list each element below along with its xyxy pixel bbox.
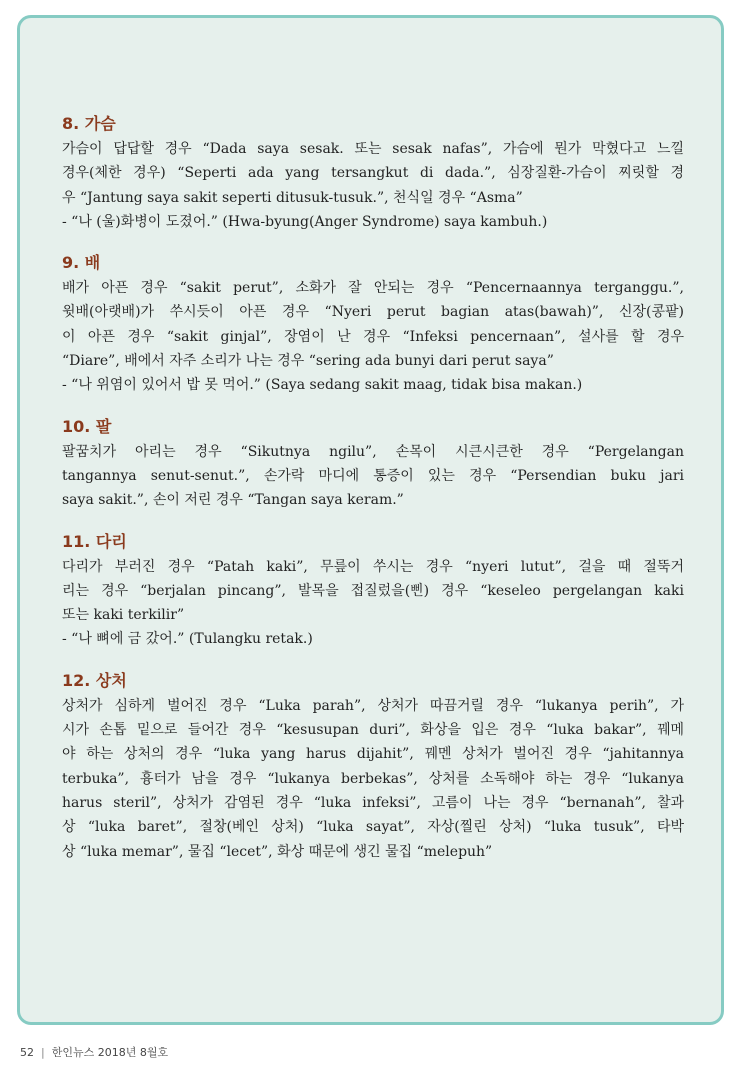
text-line: 상처가 심하게 벌어진 경우 “Luka parah”, 상처가 따끔거릴 경우 “lukanya perih”, 가	[62, 697, 684, 714]
text-line: - “나 위염이 있어서 밥 못 먹어.” (Saya sedang sakit maag, tidak bisa makan.)	[62, 377, 583, 394]
section-stomach	[62, 251, 684, 397]
text-line: 가슴이 답답할 경우 “Dada saya sesak. 또는 sesak nafas”, 가슴에 뭔가 막혔다고 느낄	[62, 141, 684, 157]
publication-name: 한인뉴스 2018년 8월호	[51, 1046, 169, 1059]
section-wound	[62, 669, 684, 864]
section-title: 10. 팔	[62, 416, 112, 436]
text-line: 리는 경우 “berjalan pincang”, 발목을 접질렀을(삔) 경우 “keseleo pergelangan kaki	[62, 582, 684, 599]
text-line: 상 “luka baret”, 절창(베인 상처) “luka sayat”, 자상(찔린 상처) “luka tusuk”, 타박	[62, 819, 684, 836]
text-line: harus steril”, 상처가 감염된 경우 “luka infeksi”, 고름이 나는 경우 “bernanah”, 찰과	[62, 794, 684, 811]
text-line: saya sakit.”, 손이 저린 경우 “Tangan saya keram.”	[62, 492, 404, 509]
section-title: 12. 상처	[62, 670, 127, 690]
section-leg	[62, 530, 684, 652]
section-chest	[62, 112, 684, 234]
text-line: terbuka”, 흉터가 남을 경우 “lukanya berbekas”, 상처를 소독해야 하는 경우 “lukanya	[62, 770, 684, 787]
footer-separator: |	[41, 1046, 45, 1059]
text-line: - “나 (울)화병이 도졌어.” (Hwa-byung(Anger Syndrome) saya kambuh.)	[62, 213, 548, 230]
text-line: “Diare”, 배에서 자주 소리가 나는 경우 “sering ada bunyi dari perut saya”	[62, 353, 554, 370]
text-line: tangannya senut-senut.”, 손가락 마디에 통증이 있는 경우 “Persendian buku jari	[62, 467, 684, 484]
text-line: 팔꿈치가 아리는 경우 “Sikutnya ngilu”, 손목이 시큰시큰한 경우 “Pergelangan	[62, 443, 684, 460]
text-line: 다리가 부러진 경우 “Patah kaki”, 무릎이 쑤시는 경우 “nyeri lutut”, 걸을 때 절뚝거	[62, 558, 684, 575]
section-arm	[62, 415, 684, 513]
text-line: 우 “Jantung saya sakit seperti ditusuk-tusuk.”, 천식일 경우 “Asma”	[62, 189, 523, 206]
text-line: 이 아픈 경우 “sakit ginjal”, 장염이 난 경우 “Infeksi pencernaan”, 설사를 할 경우	[62, 328, 684, 345]
text-line: 또는 kaki terkilir”	[62, 607, 185, 624]
text-line: 배가 아픈 경우 “sakit perut”, 소화가 잘 안되는 경우 “Pencernaannya terganggu.”,	[62, 280, 684, 297]
text-line: 경우(체한 경우) “Seperti ada yang tersangkut di dada.”, 심장질환-가슴이 찌릿할 경	[62, 165, 684, 182]
page-footer	[20, 1044, 168, 1060]
article-body	[62, 112, 684, 881]
section-title: 8. 가슴	[62, 114, 116, 133]
text-line: 시가 손톱 밑으로 들어간 경우 “kesusupan duri”, 화상을 입은 경우 “luka bakar”, 꿰메	[62, 722, 684, 739]
text-line: - “나 뼈에 금 갔어.” (Tulangku retak.)	[62, 631, 313, 648]
text-line: 윗배(아랫배)가 쑤시듯이 아픈 경우 “Nyeri perut bagian atas(bawah)”, 신장(콩팥)	[62, 304, 684, 321]
page-number: 52	[20, 1046, 34, 1059]
section-title: 9. 배	[62, 253, 101, 273]
text-line: 야 하는 상처의 경우 “luka yang harus dijahit”, 꿰멘 상처가 벌어진 경우 “jahitannya	[62, 746, 684, 763]
text-line: 상 “luka memar”, 물집 “lecet”, 화상 때문에 생긴 물집 “melepuh”	[62, 843, 493, 860]
section-title: 11. 다리	[62, 531, 127, 551]
